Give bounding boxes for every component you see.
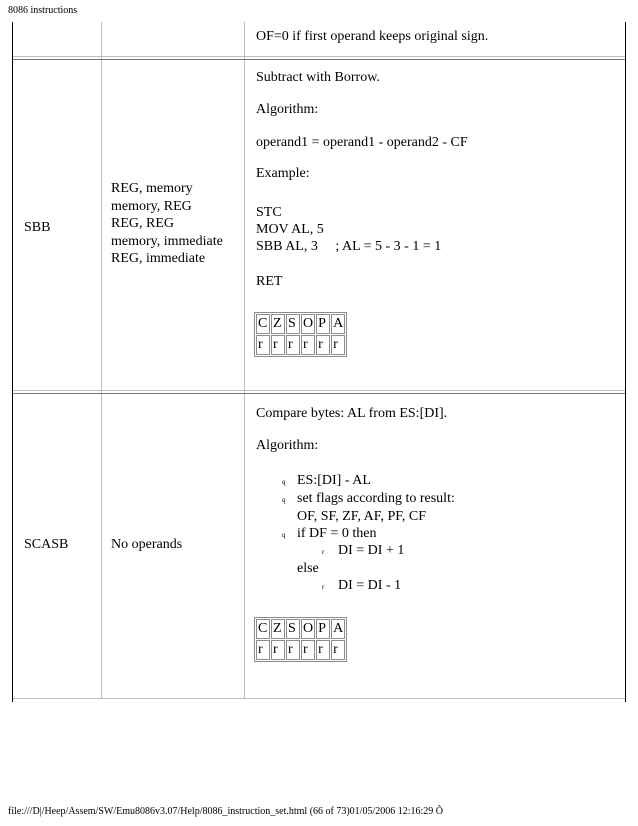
- sbb-operand: REG, REG: [111, 216, 174, 231]
- scasb-else-label: else: [297, 561, 319, 576]
- row-divider-2: [13, 59, 625, 60]
- sbb-operand: memory, REG: [111, 198, 192, 214]
- flag-value: r: [286, 335, 300, 355]
- sbb-algorithm: operand1 = operand1 - operand2 - CF: [256, 135, 468, 150]
- flag-name: O: [301, 619, 315, 639]
- instruction-table: [8, 22, 630, 702]
- flag-name: Z: [271, 619, 285, 639]
- flag-value: r: [271, 640, 285, 660]
- flag-value: r: [256, 335, 270, 355]
- top-row-description: OF=0 if first operand keeps original sign.: [256, 29, 489, 44]
- scasb-then-action: DI = DI + 1: [338, 543, 405, 558]
- table-bottom-rule: [13, 698, 625, 699]
- scasb-title: Compare bytes: AL from ES:[DI].: [256, 406, 448, 421]
- flag-value: r: [331, 640, 345, 660]
- scasb-flags-table: [254, 617, 347, 662]
- row-divider-1: [13, 56, 625, 57]
- sbb-operand: REG, memory: [111, 181, 193, 196]
- bullet-icon: q: [282, 531, 286, 539]
- flag-name: C: [256, 314, 270, 334]
- sbb-example-label: Example:: [256, 166, 310, 181]
- row-divider-4: [13, 393, 625, 394]
- flag-value: r: [256, 640, 270, 660]
- flag-name: P: [316, 314, 330, 334]
- flag-name: Z: [271, 314, 285, 334]
- sbb-example-line: MOV AL, 5: [256, 222, 324, 237]
- column-divider-2: [244, 22, 245, 698]
- flags-values-row: [256, 335, 345, 355]
- flag-name: O: [301, 314, 315, 334]
- flag-value: r: [301, 335, 315, 355]
- flag-value: r: [331, 335, 345, 355]
- column-divider-1: [101, 22, 102, 698]
- scasb-step: ES:[DI] - AL: [297, 473, 371, 488]
- flag-value: r: [286, 640, 300, 660]
- flags-names-row: [256, 619, 345, 639]
- page-header: 8086 instructions: [8, 5, 78, 16]
- flag-name: C: [256, 619, 270, 639]
- sub-bullet-icon: r: [322, 583, 325, 591]
- table-right-border: [625, 22, 626, 702]
- scasb-step: if DF = 0 then: [297, 526, 377, 541]
- sbb-mnemonic: SBB: [24, 220, 51, 235]
- sbb-algorithm-label: Algorithm:: [256, 102, 319, 117]
- page-footer: file:///D|/Heep/Assem/SW/Emu8086v3.07/Help/8086_instruction_set.html (66 of 73)01/05/2006 12:16:29 Õ: [8, 806, 444, 817]
- sbb-example-line: SBB AL, 3 ; AL = 5 - 3 - 1 = 1: [256, 239, 442, 254]
- flag-name: A: [331, 619, 345, 639]
- flag-name: A: [331, 314, 345, 334]
- flag-value: r: [316, 640, 330, 660]
- scasb-step-detail: OF, SF, ZF, AF, PF, CF: [297, 509, 427, 524]
- sbb-operand: REG, immediate: [111, 251, 206, 266]
- scasb-step: set flags according to result:: [297, 491, 455, 506]
- sbb-operands: [111, 180, 223, 268]
- bullet-icon: q: [282, 496, 286, 504]
- sbb-example-line: STC: [256, 205, 282, 220]
- flags-values-row: [256, 640, 345, 660]
- flag-value: r: [301, 640, 315, 660]
- row-divider-3: [13, 390, 625, 391]
- flags-names-row: [256, 314, 345, 334]
- bullet-icon: q: [282, 478, 286, 486]
- sub-bullet-icon: r: [322, 548, 325, 556]
- scasb-operands: No operands: [111, 537, 183, 552]
- flag-value: r: [316, 335, 330, 355]
- flag-name: S: [286, 619, 300, 639]
- sbb-ret: RET: [256, 274, 283, 289]
- sbb-flags-table: [254, 312, 347, 357]
- flag-name: P: [316, 619, 330, 639]
- scasb-algorithm-label: Algorithm:: [256, 438, 319, 453]
- sbb-title: Subtract with Borrow.: [256, 70, 380, 85]
- scasb-mnemonic: SCASB: [24, 537, 69, 552]
- flag-name: S: [286, 314, 300, 334]
- scasb-else-action: DI = DI - 1: [338, 578, 402, 593]
- sbb-operand: memory, immediate: [111, 233, 223, 249]
- table-left-border: [12, 22, 13, 702]
- flag-value: r: [271, 335, 285, 355]
